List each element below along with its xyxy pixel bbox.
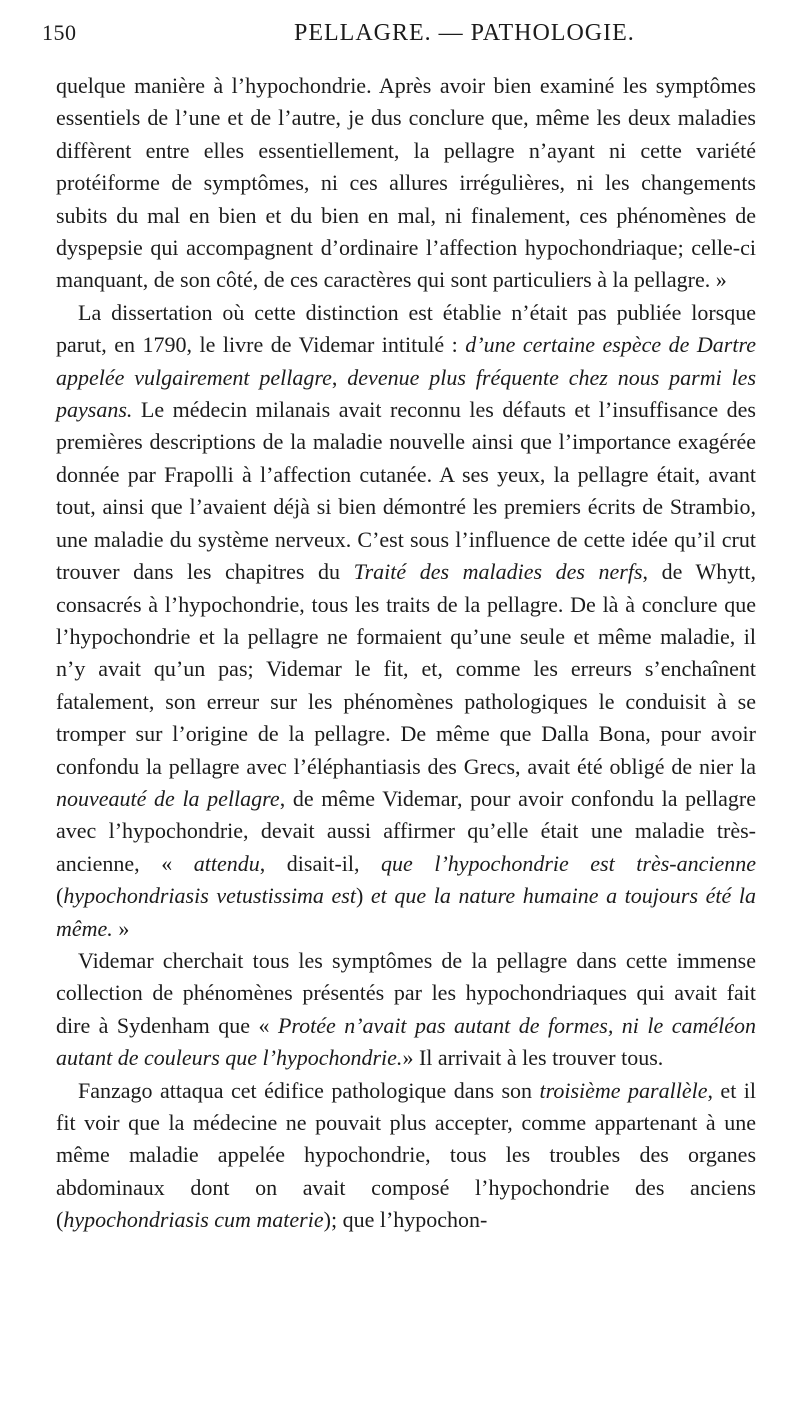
text-run: , disait-il,	[259, 850, 382, 876]
page-number: 150	[42, 20, 77, 45]
paragraph	[56, 945, 756, 1075]
text-run: (	[56, 883, 64, 909]
italic-text-run: attendu	[193, 850, 260, 876]
paragraph	[56, 70, 756, 297]
italic-text-run: hypochondriasis cum materie	[63, 1207, 324, 1233]
text-run: , et il fit voir que la médecine ne pouvait plus accepter, comme appartenant à une même maladie appelée hypochondrie, tous les troubles des organes abdominaux dont on avait composé l’hypochondrie des anciens (	[56, 1077, 756, 1233]
text-run: quelque manière à l’hypochondrie. Après avoir bien examiné les symptômes essentiels de l’une et de l’autre, je dus conclure que, même les deux maladies diffèrent entre elles essentiellement, la pellagre n’ayant ni cette variété protéiforme de symptômes, ni ces allures irrégulières, ni les changements subits du mal en bien et du bien en mal, ni finalement, ces phénomènes de dyspepsie qui accompagnent d’ordinaire l’affection hypochondriaque; celle-ci manquant, de son côté, de ces caractères qui sont particuliers à la pellagre. »	[56, 73, 756, 293]
text-run: , de Whytt, consacrés à l’hypochondrie, tous les traits de la pellagre. De là à conclure que l’hypochondrie et la pellagre ne formaient qu’une seule et même maladie, il n’y avait qu’un pas; Videmar le fit, et, comme les erreurs s’enchaînent fatalement, son erreur sur les phénomènes pathologiques le conduisit à se tromper sur l’origine de la pellagre. De même que Dalla Bona, pour avoir confondu la pellagre avec l’éléphantiasis des Grecs, avait été obligé de nier la	[56, 559, 757, 779]
italic-text-run: d’une certaine espèce de Dartre appelée vulgairement pellagre	[56, 332, 756, 390]
text-run: , de même Videmar, pour avoir confondu la pellagre avec l’hypochondrie, devait aussi affirmer qu’elle était une maladie très-ancienne, «	[56, 785, 756, 876]
paragraph	[56, 1075, 756, 1237]
text-run: Videmar cherchait tous les symptômes de la pellagre dans cette immense collection de phénomènes présentés par les hypochondriaques qui avait fait dire à Sydenham que «	[56, 947, 756, 1038]
text-run: ,	[331, 364, 348, 390]
running-head	[42, 10, 756, 66]
text-run: Le médecin milanais avait reconnu les défauts et l’insuffisance des premières descriptions de la maladie nouvelle ainsi que l’importance exagérée donnée par Frapolli à l’affection cutanée. A ses yeux, la pellagre était, avant tout, ainsi que l’avaient déjà si bien démontré les premiers écrits de Strambio, une maladie du système nerveux. C’est sous l’influence de cette idée qu’il crut trouver dans les chapitres du	[56, 397, 756, 585]
italic-text-run: devenue plus fréquente chez nous parmi les paysans.	[56, 364, 757, 423]
italic-text-run: nouveauté de la pellagre	[56, 785, 280, 811]
text-run: Fanzago attaqua cet édifice pathologique dans son	[78, 1077, 540, 1103]
italic-text-run: que l’hypochondrie est très-ancienne	[381, 850, 757, 876]
italic-text-run: Traité des maladies des nerfs	[353, 559, 643, 585]
book-page	[42, 10, 757, 1237]
italic-text-run: Protée n’avait pas autant de formes, ni le caméléon autant de couleurs que l’hypochondrie.	[56, 1012, 757, 1071]
text-run: )	[355, 883, 371, 909]
italic-text-run: hypochondriasis vetustissima est	[63, 883, 356, 909]
paragraph	[56, 297, 756, 945]
text-run: La dissertation où cette distinction est établie n’était pas publiée lorsque parut, en 1790, le livre de Videmar intitulé :	[56, 299, 756, 358]
text-run: »	[112, 915, 130, 941]
italic-text-run: troisième parallèle	[539, 1077, 708, 1103]
text-run: » Il arrivait à les trouver tous.	[402, 1045, 664, 1071]
running-title: PELLAGRE. — PATHOLOGIE.	[294, 20, 635, 46]
italic-text-run: et que la nature humaine a toujours été la même.	[56, 883, 756, 941]
text-run: ); que l’hypochon-	[323, 1207, 488, 1233]
body-text	[56, 70, 756, 1237]
